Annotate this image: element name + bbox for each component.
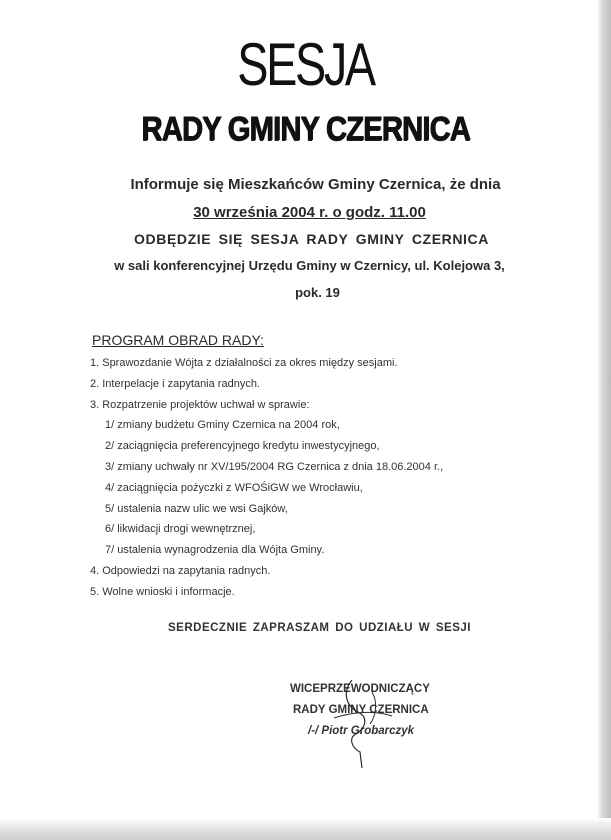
agenda-subitem: 4/ zaciągnięcia pożyczki z WFOŚiGW we Wrocławiu, [105, 481, 363, 494]
page-subtitle: RADY GMINY CZERNICA [141, 110, 470, 148]
venue-line: w sali konferencyjnej Urzędu Gminy w Czernicy, ul. Kolejowa 3, [114, 258, 505, 273]
room-line: pok. 19 [295, 285, 340, 300]
handwritten-signature-mark [312, 672, 422, 772]
agenda-item: 4. Odpowiedzi na zapytania radnych. [90, 564, 271, 577]
agenda-subitem: 1/ zmiany budżetu Gminy Czernica na 2004 rok, [105, 419, 340, 432]
scan-edge-right [597, 0, 611, 840]
agenda-subitem: 3/ zmiany uchwały nr XV/195/2004 RG Czernica z dnia 18.06.2004 r., [105, 460, 444, 473]
agenda-item: 3. Rozpatrzenie projektów uchwał w sprawie: [90, 398, 310, 411]
signature-body: RADY GMINY CZERNICA [293, 704, 429, 716]
announcement: ODBĘDZIE SIĘ SESJA RADY GMINY CZERNICA [134, 231, 489, 247]
program-heading: PROGRAM OBRAD RADY: [92, 332, 264, 348]
agenda-item: 1. Sprawozdanie Wójta z działalności za okres między sesjami. [90, 357, 398, 369]
closing-invitation: SERDECZNIE ZAPRASZAM DO UDZIAŁU W SESJI [168, 622, 471, 634]
page-title: SESJA [237, 31, 374, 98]
intro-line: Informuje się Mieszkańców Gminy Czernica, że dnia [130, 176, 501, 193]
program-list [90, 353, 443, 603]
agenda-subitem: 2/ zaciągnięcia preferencyjnego kredytu inwestycyjnego, [105, 440, 380, 453]
agenda-subitem: 5/ ustalenia nazw ulic we wsi Gajków, [105, 502, 288, 515]
agenda-subitem: 6/ likwidacji drogi wewnętrznej, [105, 523, 256, 536]
scan-edge-bottom [0, 818, 611, 840]
signature-name: /-/ Piotr Grobarczyk [308, 725, 415, 737]
agenda-item: 5. Wolne wnioski i informacje. [90, 585, 235, 598]
agenda-item: 2. Interpelacje i zapytania radnych. [90, 377, 260, 390]
signature-role: WICEPRZEWODNICZĄCY [290, 683, 430, 695]
agenda-subitem: 7/ ustalenia wynagrodzenia dla Wójta Gminy. [105, 544, 325, 557]
session-date: 30 września 2004 r. o godz. 11.00 [193, 204, 426, 221]
